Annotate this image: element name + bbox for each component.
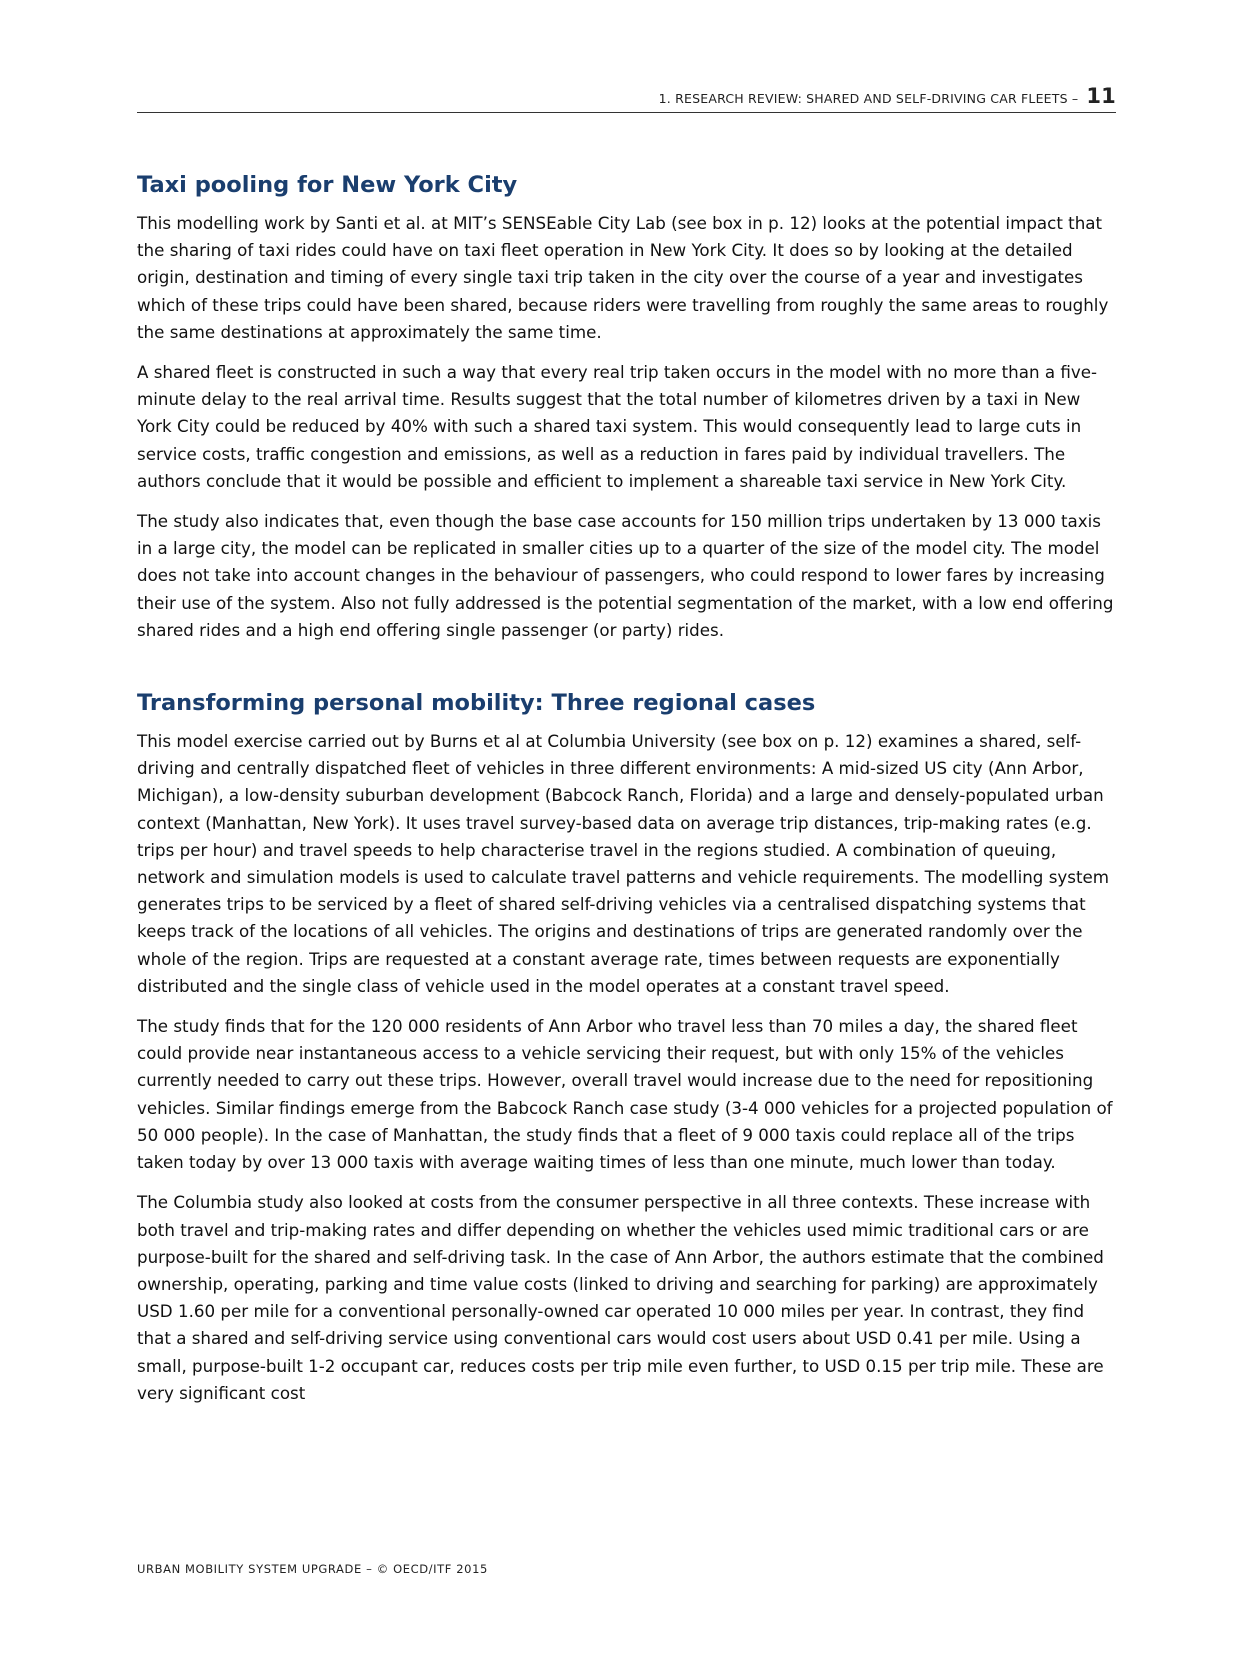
running-header	[137, 84, 1116, 113]
main-content	[137, 170, 1117, 1420]
section-taxi-pooling	[137, 170, 1117, 644]
paragraph: This model exercise carried out by Burns et al at Columbia University (see box on p. 12) examines a shared, self-driving and centrally dispatched fleet of vehicles in three different environments: A mid-sized US city (Ann Arbor, Michigan), a low-density suburban development (Babcock Ranch, Florida) and a large and densely-populated urban context (Manhattan, New York). It uses travel survey-based data on average trip distances, trip-making rates (e.g. trips per hour) and travel speeds to help characterise travel in the regions studied. A combination of queuing, network and simulation models is used to calculate travel patterns and vehicle requirements. The modelling system generates trips to be serviced by a fleet of shared self-driving vehicles via a centralised dispatching systems that keeps track of the locations of all vehicles. The origins and destinations of trips are generated randomly over the whole of the region. Trips are requested at a constant average rate, times between requests are exponentially distributed and the single class of vehicle used in the model operates at a constant travel speed.	[137, 731, 1110, 996]
running-header-title: 1. RESEARCH REVIEW: SHARED AND SELF-DRIVING CAR FLEETS –	[658, 91, 1079, 106]
paragraph: The study finds that for the 120 000 residents of Ann Arbor who travel less than 70 miles a day, the shared fleet could provide near instantaneous access to a vehicle servicing their request, but with only 15% of the vehicles currently needed to carry out these trips. However, overall travel would increase due to the need for repositioning vehicles. Similar findings emerge from the Babcock Ranch case study (3-4 000 vehicles for a projected population of 50 000 people). In the case of Manhattan, the study finds that a fleet of 9 000 taxis could replace all of the trips taken today by over 13 000 taxis with average waiting times of less than one minute, much lower than today.	[137, 1016, 1113, 1173]
page-footer: URBAN MOBILITY SYSTEM UPGRADE – © OECD/ITF 2015	[137, 1562, 488, 1576]
section-heading: Taxi pooling for New York City	[137, 172, 518, 198]
paragraph: This modelling work by Santi et al. at MIT’s SENSEable City Lab (see box in p. 12) looks at the potential impact that the sharing of taxi rides could have on taxi fleet operation in New York City. It does so by looking at the detailed origin, destination and timing of every single taxi trip taken in the city over the course of a year and investigates which of these trips could have been shared, because riders were travelling from roughly the same areas to roughly the same destinations at approximately the same time.	[137, 213, 1109, 342]
page-number: 11	[1086, 84, 1116, 108]
paragraph: A shared fleet is constructed in such a way that every real trip taken occurs in the model with no more than a five-minute delay to the real arrival time. Results suggest that the total number of kilometres driven by a taxi in New York City could be reduced by 40% with such a shared taxi system. This would consequently lead to large cuts in service costs, traffic congestion and emissions, as well as a reduction in fares paid by individual travellers. The authors conclude that it would be possible and efficient to implement a shareable taxi service in New York City.	[137, 362, 1098, 491]
paragraph: The Columbia study also looked at costs from the consumer perspective in all three contexts. These increase with both travel and trip-making rates and differ depending on whether the vehicles used mimic traditional cars or are purpose-built for the shared and self-driving task. In the case of Ann Arbor, the authors estimate that the combined ownership, operating, parking and time value costs (linked to driving and searching for parking) are approximately USD 1.60 per mile for a conventional personally-owned car operated 10 000 miles per year. In contrast, they find that a shared and self-driving service using conventional cars would cost users about USD 0.41 per mile. Using a small, purpose-built 1-2 occupant car, reduces costs per trip mile even further, to USD 0.15 per trip mile. These are very significant cost	[137, 1192, 1104, 1403]
section-heading: Transforming personal mobility: Three regional cases	[137, 690, 816, 717]
paragraph: The study also indicates that, even though the base case accounts for 150 million trips undertaken by 13 000 taxis in a large city, the model can be replicated in smaller cities up to a quarter of the size of the model city. The model does not take into account changes in the behaviour of passengers, who could respond to lower fares by increasing their use of the system. Also not fully addressed is the potential segmentation of the market, with a low end offering shared rides and a high end offering single passenger (or party) rides.	[137, 511, 1114, 640]
section-transforming-mobility	[137, 688, 1117, 1407]
